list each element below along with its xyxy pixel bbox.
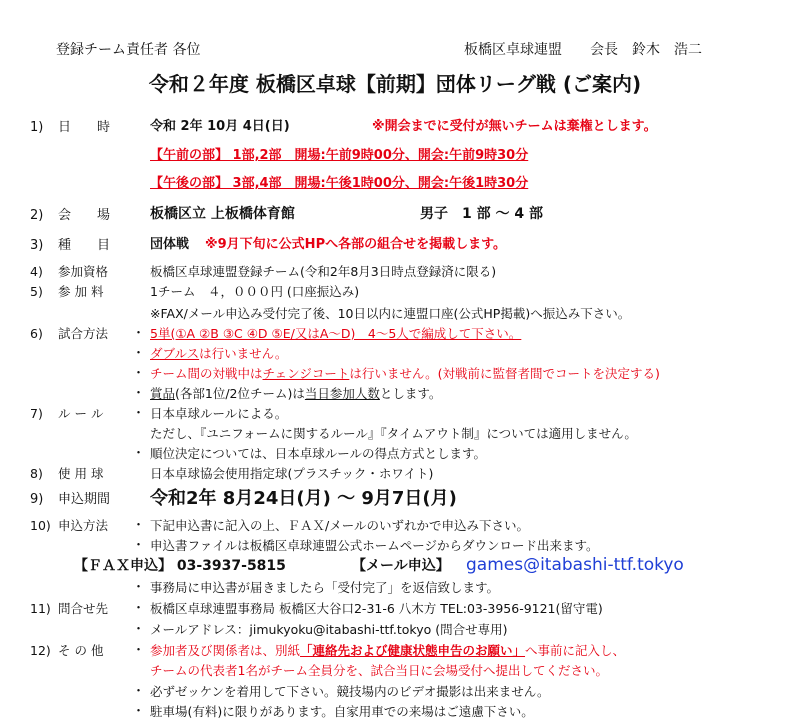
bullet: ・ bbox=[132, 580, 146, 595]
header-left: 登録チーム責任者 各位 bbox=[56, 42, 201, 58]
method-line-2: ダブルスは行いません。 bbox=[150, 346, 288, 361]
eligibility-value: 板橋区卓球連盟登録チーム(令和2年8月3日時点登録済に限る) bbox=[150, 264, 497, 279]
bullet: ・ bbox=[132, 326, 146, 341]
item-no-6: 6) bbox=[30, 326, 43, 341]
session-pm: 【午後の部】 3部,4部 開場:午後1時00分、開会:午後1時30分 bbox=[150, 176, 529, 191]
other-line-2: チームの代表者1名がチーム全員分を、試合当日に会場受付へ提出してください。 bbox=[150, 663, 608, 678]
item-no-10: 10) bbox=[30, 518, 51, 533]
label-method: 試合方法 bbox=[58, 326, 109, 341]
method-line-4: 賞品(各部1位/2位チーム)は当日参加人数とします。 bbox=[150, 386, 442, 401]
label-ball: 使 用 球 bbox=[58, 466, 104, 481]
contact-line-2: メールアドレス：jimukyoku@itabashi-ttf.tokyo (問合せ専用) bbox=[150, 622, 508, 637]
label-other: そ の 他 bbox=[58, 643, 104, 658]
type-value: 団体戦 bbox=[150, 237, 190, 252]
session-am: 【午前の部】 1部,2部 開場:午前9時00分、開会:午前9時30分 bbox=[150, 148, 529, 163]
bullet: ・ bbox=[132, 518, 146, 533]
apply-line-1: 下記申込書に記入の上、ＦＡＸ/メールのいずれかで申込み下さい。 bbox=[150, 518, 529, 533]
item-no-11: 11) bbox=[30, 601, 51, 616]
label-type: 種 目 bbox=[58, 238, 111, 253]
item-no-4: 4) bbox=[30, 264, 43, 279]
item-no-5: 5) bbox=[30, 284, 43, 299]
rules-line-2: ただし、『ユニフォームに関するルール』『タイムアウト制』については適用しません。 bbox=[150, 426, 637, 441]
item-no-2: 2) bbox=[30, 208, 44, 223]
venue-value: 板橋区立 上板橋体育館 bbox=[150, 206, 295, 222]
other-line-4: 駐車場(有料)に限りがあります。自家用車での来場はご遠慮下さい。 bbox=[150, 704, 534, 719]
mail-label: 【メール申込】 bbox=[352, 558, 450, 574]
date-value: 令和 2年 10月 4日(日) bbox=[150, 119, 290, 134]
item-no-3: 3) bbox=[30, 238, 44, 253]
date-warning: ※開会までに受付が無いチームは棄権とします。 bbox=[372, 119, 657, 134]
label-period: 申込期間 bbox=[58, 492, 111, 507]
item-no-1: 1) bbox=[30, 120, 44, 135]
other-line-1: 参加者及び関係者は、別紙「連絡先および健康状態申告のお願い」へ事前に記入し、 bbox=[150, 643, 626, 658]
bullet: ・ bbox=[132, 346, 146, 361]
type-note: ※9月下旬に公式HPへ各部の組合せを掲載します。 bbox=[205, 237, 507, 252]
bullet: ・ bbox=[132, 446, 146, 461]
page-title: 令和２年度 板橋区卓球【前期】団体リーグ戦 (ご案内) bbox=[148, 72, 642, 96]
item-no-12: 12) bbox=[30, 643, 51, 658]
label-apply: 申込方法 bbox=[58, 518, 109, 533]
period-value: 令和2年 8月24日(月) 〜 9月7日(月) bbox=[150, 488, 457, 509]
method-line-1: 5単(①A ②B ③C ④D ⑤E/又はA〜D) 4〜5人で編成して下さい。 bbox=[150, 326, 522, 341]
bullet: ・ bbox=[132, 643, 146, 658]
bullet: ・ bbox=[132, 366, 146, 381]
rules-line-1: 日本卓球ルールによる。 bbox=[150, 406, 288, 421]
label-date: 日 時 bbox=[58, 120, 111, 135]
fax-number: 【ＦＡＸ申込】 03-3937-5815 bbox=[74, 558, 286, 574]
method-line-3: チーム間の対戦中はチェンジコートは行いません。(対戦前に監督者間でコートを決定する) bbox=[150, 366, 660, 381]
bullet: ・ bbox=[132, 406, 146, 421]
label-contact: 問合せ先 bbox=[58, 601, 109, 616]
item-no-8: 8) bbox=[30, 466, 43, 481]
rules-line-3: 順位決定については、日本卓球ルールの得点方式とします。 bbox=[150, 446, 487, 461]
bullet: ・ bbox=[132, 538, 146, 553]
contact-line-1: 板橋区卓球連盟事務局 板橋区大谷口2-31-6 八木方 TEL:03-3956-9121(留守電) bbox=[150, 601, 603, 616]
item-no-9: 9) bbox=[30, 492, 44, 507]
venue-division: 男子 1 部 〜 4 部 bbox=[420, 206, 543, 222]
bullet: ・ bbox=[132, 622, 146, 637]
label-eligibility: 参加資格 bbox=[58, 264, 109, 279]
apply-line-2: 申込書ファイルは板橋区卓球連盟公式ホームページからダウンロード出来ます。 bbox=[150, 538, 599, 553]
fee-note: ※FAX/メール申込み受付完了後、10日以内に連盟口座(公式HP掲載)へ振込み下さい。 bbox=[150, 306, 631, 321]
bullet: ・ bbox=[132, 386, 146, 401]
label-venue: 会 場 bbox=[58, 208, 111, 223]
other-line-3: 必ずゼッケンを着用して下さい。競技場内のビデオ撮影は出来ません。 bbox=[150, 684, 550, 699]
apply-line-3: 事務局に申込書が届きましたら「受付完了」を返信致します。 bbox=[150, 580, 500, 595]
ball-value: 日本卓球協会使用指定球(プラスチック・ホワイト) bbox=[150, 466, 434, 481]
bullet: ・ bbox=[132, 601, 146, 616]
label-fee: 参 加 料 bbox=[58, 284, 104, 299]
fee-value: 1チーム ４，０００円 (口座振込み) bbox=[150, 284, 360, 299]
label-rules: ル ー ル bbox=[58, 406, 104, 421]
bullet: ・ bbox=[132, 684, 146, 699]
bullet: ・ bbox=[132, 704, 146, 719]
item-no-7: 7) bbox=[30, 406, 43, 421]
header-right: 板橋区卓球連盟 会長 鈴木 浩二 bbox=[464, 42, 702, 58]
apply-email-link[interactable]: games@itabashi-ttf.tokyo bbox=[466, 555, 684, 575]
